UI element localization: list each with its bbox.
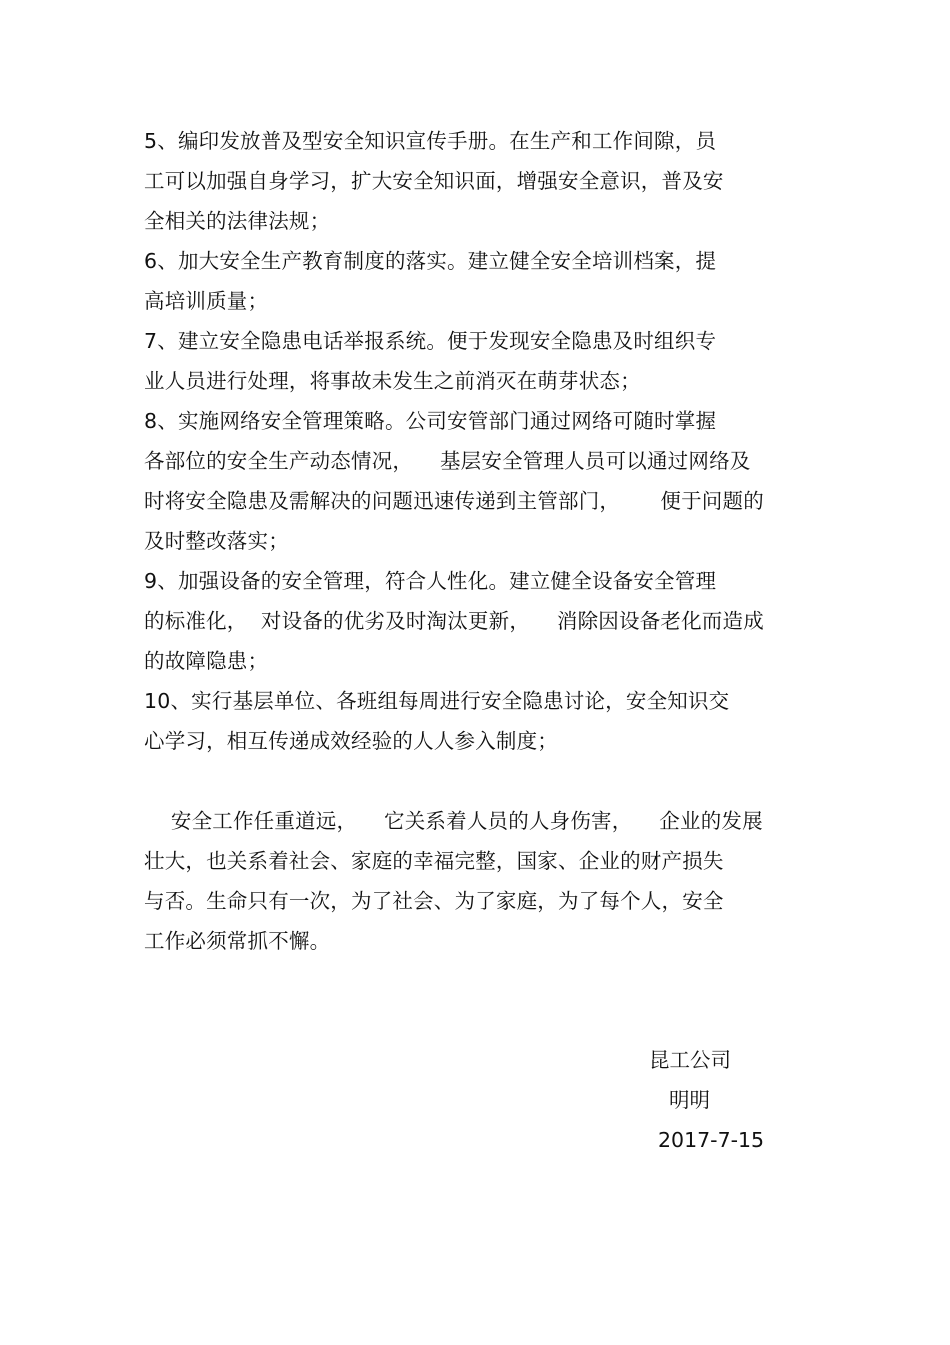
conclusion-line: 壮大，也关系着社会、家庭的幸福完整，国家、企业的财产损失 (144, 849, 724, 873)
paragraph-line: 8、实施网络安全管理策略。公司安管部门通过网络可随时掌握 (144, 409, 717, 433)
paragraph-line: 10、实行基层单位、各班组每周进行安全隐患讨论，安全知识交 (144, 689, 730, 713)
paragraph-line: 的故障隐患； (144, 649, 269, 673)
signature-name: 明明 (669, 1088, 710, 1112)
paragraph-line: 全相关的法律法规； (144, 209, 331, 233)
conclusion-line: 与否。生命只有一次，为了社会、为了家庭，为了每个人，安全 (144, 889, 724, 913)
paragraph-line: 时将安全隐患及需解决的问题迅速传递到主管部门， 便于问题的 (144, 489, 764, 513)
paragraph-line: 心学习，相互传递成效经验的人人参入制度； (144, 729, 558, 753)
conclusion-line: 工作必须常抓不懈。 (144, 929, 331, 953)
paragraph-line: 各部位的安全生产动态情况， 基层安全管理人员可以通过网络及 (144, 449, 751, 473)
paragraph-line: 业人员进行处理，将事故未发生之前消灭在萌芽状态； (144, 369, 641, 393)
paragraph-line: 高培训质量； (144, 289, 269, 313)
paragraph-line: 7、建立安全隐患电话举报系统。便于发现安全隐患及时组织专 (144, 329, 717, 353)
signature-company: 昆工公司 (649, 1048, 731, 1072)
conclusion-line: 安全工作任重道远， 它关系着人员的人身伤害， 企业的发展 (144, 809, 763, 833)
paragraph-line: 及时整改落实； (144, 529, 289, 553)
paragraph-line: 6、加大安全生产教育制度的落实。建立健全安全培训档案，提 (144, 249, 717, 273)
paragraph-line: 9、加强设备的安全管理，符合人性化。建立健全设备安全管理 (144, 569, 717, 593)
signature-date: 2017-7-15 (658, 1128, 765, 1152)
paragraph-line: 5、编印发放普及型安全知识宣传手册。在生产和工作间隙，员 (144, 129, 717, 153)
paragraph-line: 的标准化， 对设备的优劣及时淘汰更新， 消除因设备老化而造成 (144, 609, 764, 633)
paragraph-line: 工可以加强自身学习，扩大安全知识面，增强安全意识，普及安 (144, 169, 724, 193)
